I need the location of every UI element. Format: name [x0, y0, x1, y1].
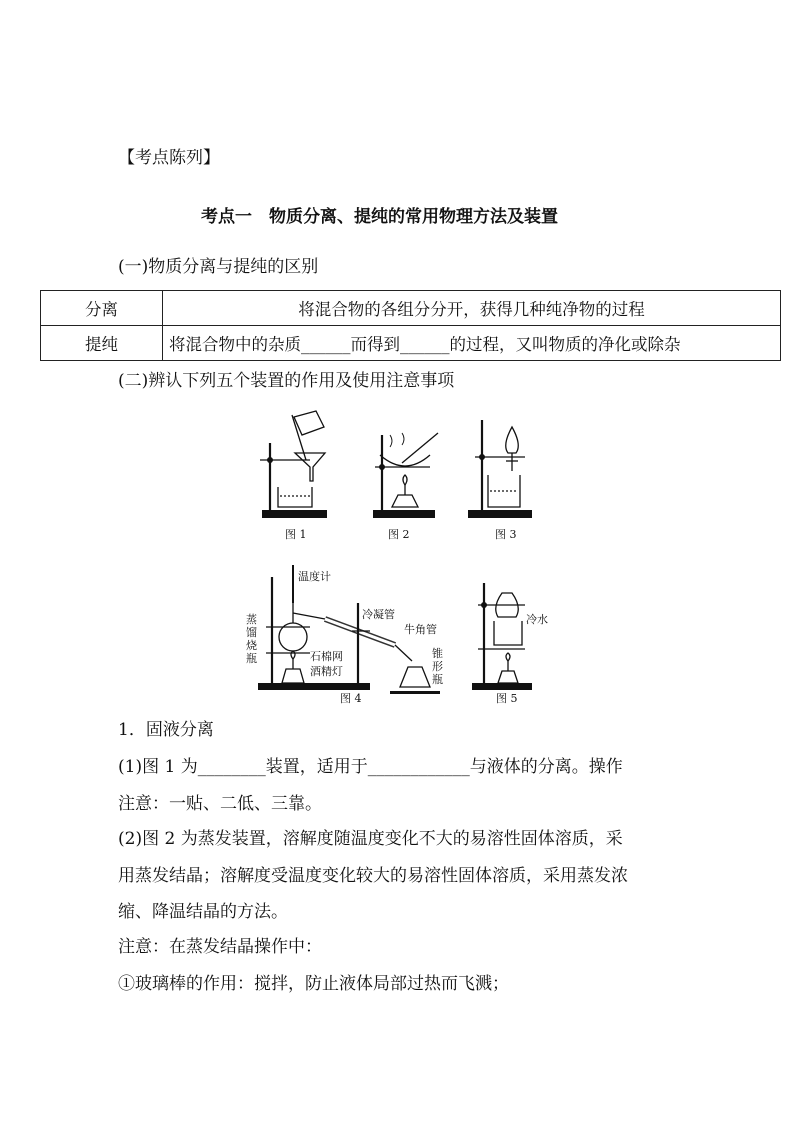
fig4-label-flask-char: 馏: [246, 626, 257, 639]
fig2-evaporation-apparatus: [373, 433, 438, 518]
heading-solid-liquid-separation: 1．固液分离: [118, 720, 214, 740]
fig4-label-thermometer: 温度计: [298, 570, 331, 583]
paragraph-line: 用蒸发结晶；溶解度受温度变化较大的易溶性固体溶质，采用蒸发浓: [118, 866, 628, 886]
fig4-label-flask-char: 蒸: [246, 613, 257, 626]
fig5-cold-water-apparatus: [472, 583, 532, 690]
fig3-separation-apparatus: [468, 420, 532, 518]
table-row: [41, 326, 781, 361]
table-cell-desc: 将混合物的各组分分开，获得几种纯净物的过程: [163, 291, 781, 326]
fig1-filtration-apparatus: [260, 411, 327, 518]
table-row: [41, 291, 781, 326]
fig4-label-adapter: 牛角管: [404, 623, 437, 636]
fig4-label-conical-char: 形: [432, 660, 443, 673]
fig4-label-conical-char: 瓶: [432, 673, 443, 686]
paragraph-line: (1)图 1 为________装置，适用于____________与液体的分离。操作: [118, 757, 623, 777]
table-cell-term: 提纯: [41, 326, 163, 361]
paragraph-line: 注意：一贴、二低、三靠。: [118, 794, 322, 814]
paragraph-line: (2)图 2 为蒸发装置，溶解度随温度变化不大的易溶性固体溶质，采: [118, 829, 623, 849]
fig5-label-cold-water: 冷水: [526, 613, 548, 626]
caption-fig2: 图 2: [388, 528, 410, 541]
section-bracket-heading: 【考点陈列】: [118, 148, 220, 168]
caption-fig3: 图 3: [495, 528, 517, 541]
subsection-heading-2: (二)辨认下列五个装置的作用及使用注意事项: [118, 371, 455, 391]
subsection-heading-1: (一)物质分离与提纯的区别: [118, 257, 319, 277]
fig4-label-condenser: 冷凝管: [362, 608, 395, 621]
caption-fig1: 图 1: [285, 528, 307, 541]
caption-fig4: 图 4: [340, 692, 362, 705]
list-item: ①玻璃棒的作用：搅拌，防止液体局部过热而飞溅；: [118, 974, 509, 994]
apparatus-figure-group: [240, 405, 570, 705]
table-cell-term: 分离: [41, 291, 163, 326]
comparison-table: [40, 290, 781, 361]
note-line: 注意：在蒸发结晶操作中：: [118, 937, 322, 957]
fig4-label-flask-char: 瓶: [246, 652, 257, 665]
table-cell-desc: 将混合物中的杂质______而得到______的过程，又叫物质的净化或除杂: [163, 326, 781, 361]
fig4-label-gauze: 石棉网: [310, 650, 343, 663]
caption-fig5: 图 5: [496, 692, 518, 705]
fig4-label-lamp: 酒精灯: [310, 665, 343, 678]
fig4-label-conical-char: 锥: [432, 647, 443, 660]
fig4-label-flask-char: 烧: [246, 639, 257, 652]
paragraph-line: 缩、降温结晶的方法。: [118, 902, 288, 922]
page-title: 考点一 物质分离、提纯的常用物理方法及装置: [201, 207, 558, 227]
